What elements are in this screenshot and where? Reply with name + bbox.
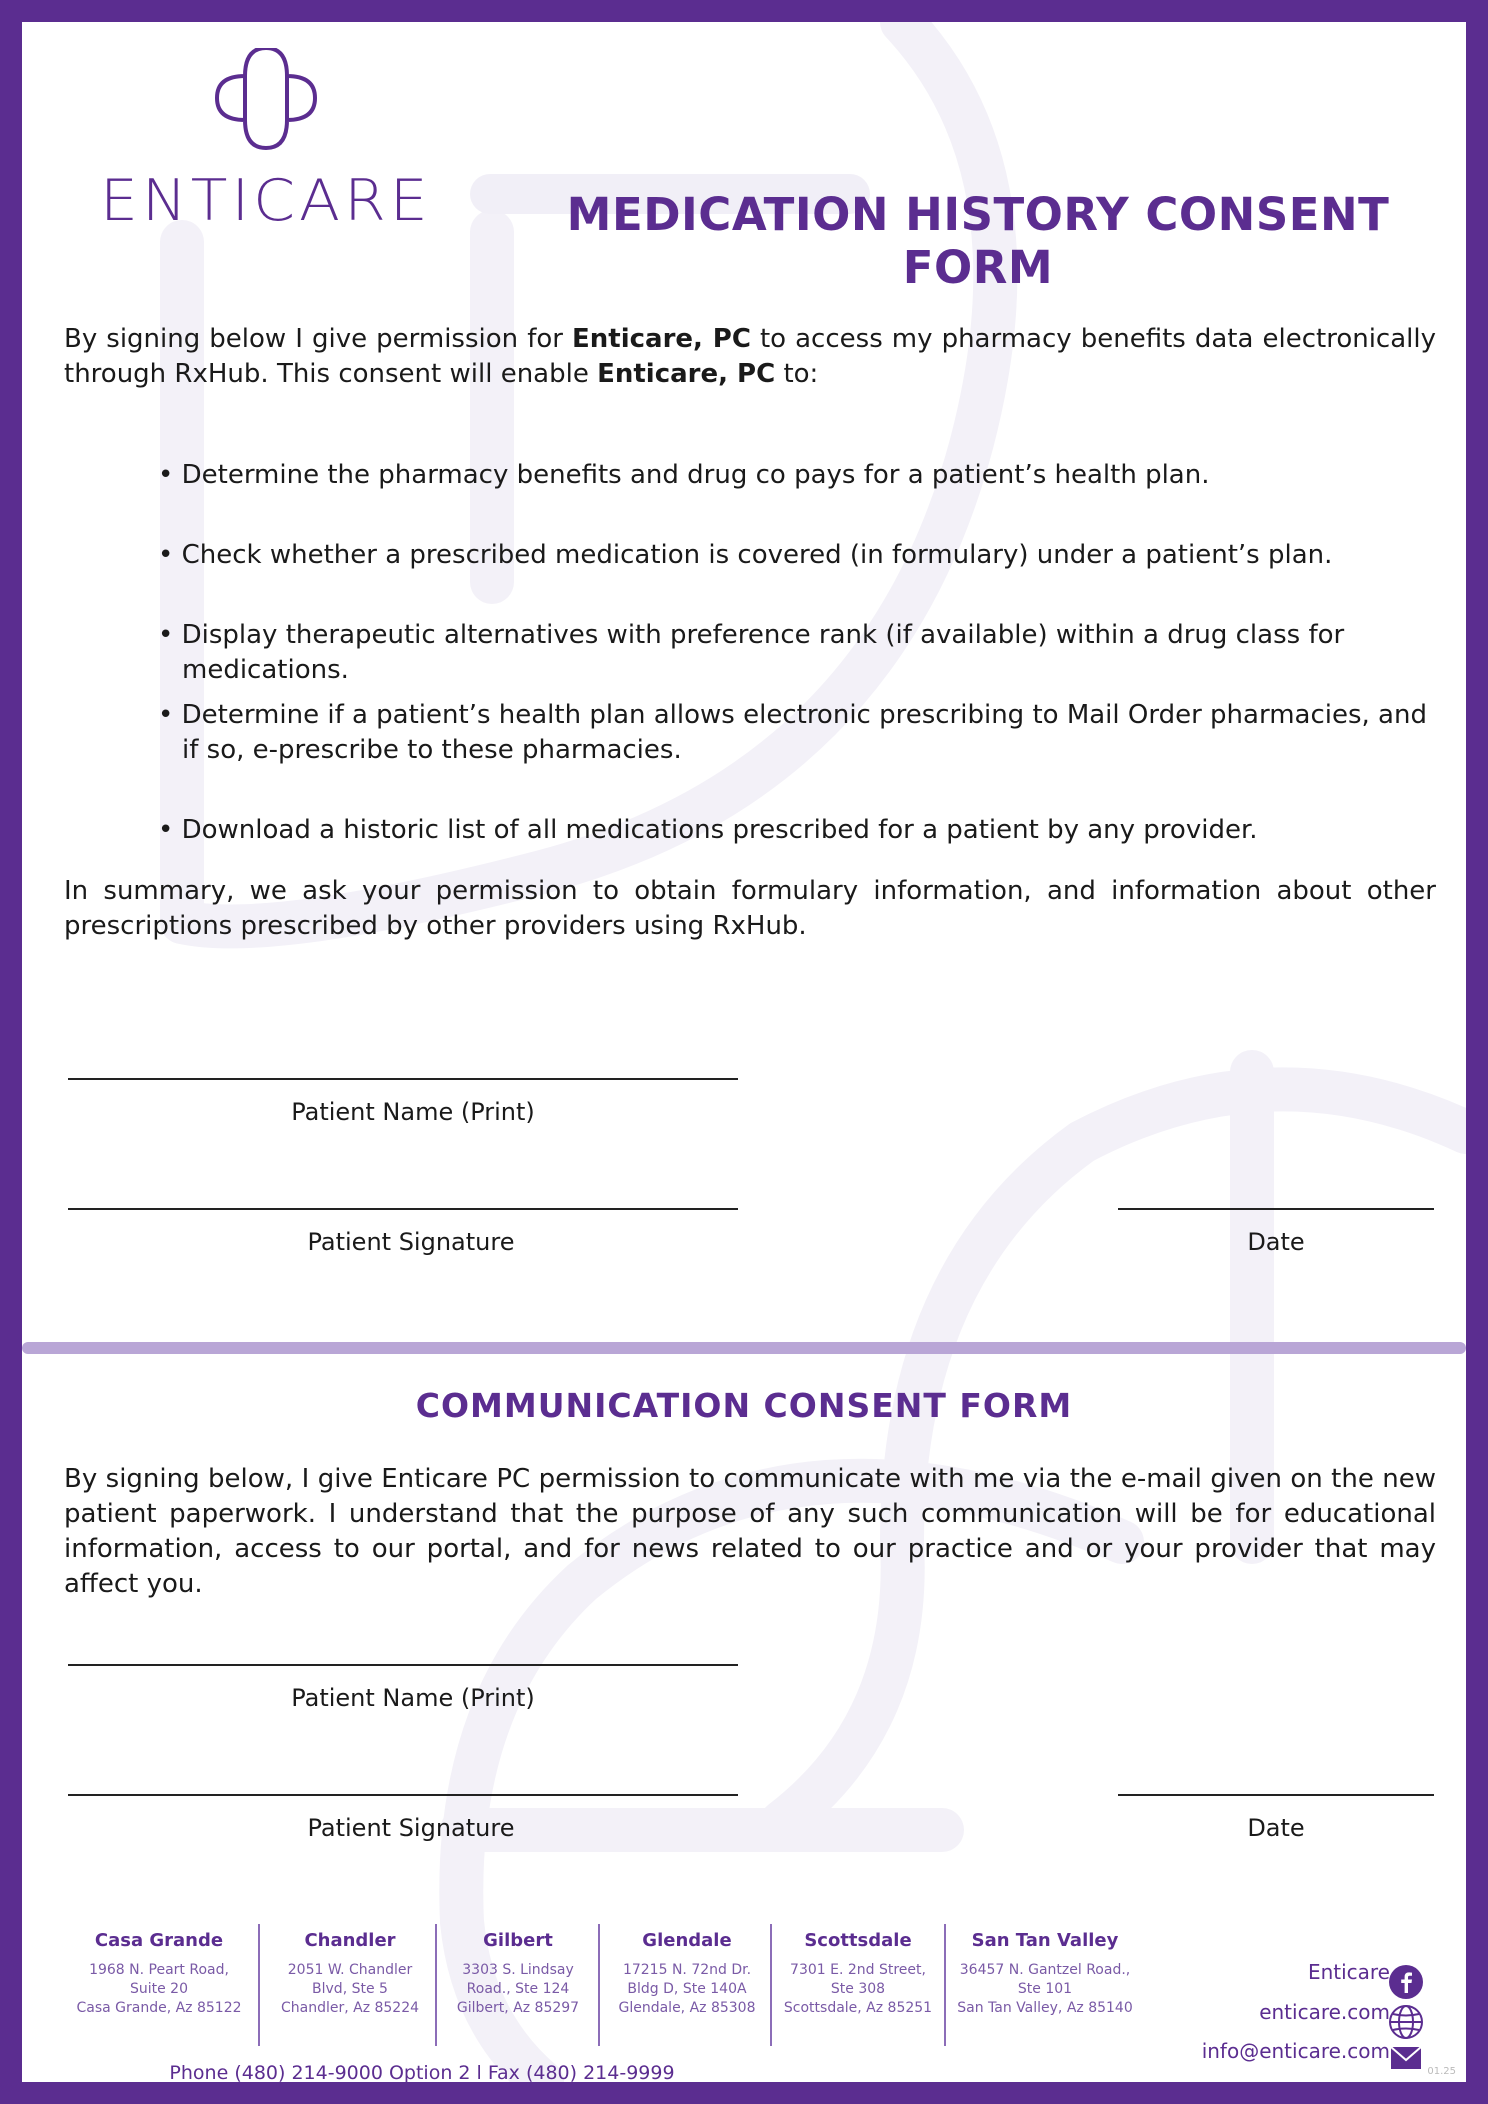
location-address-line: Glendale, Az 85308 bbox=[618, 2000, 756, 2016]
location-chandler bbox=[270, 1930, 430, 2018]
intro-text-2: to access my pharmacy benefits data electronically through RxHub. This consent will enable bbox=[64, 324, 1436, 389]
location-address-line: Road., Ste 124 bbox=[466, 1981, 570, 1997]
section-divider bbox=[22, 1342, 1466, 1354]
page-title: MEDICATION HISTORY CONSENT FORM bbox=[566, 188, 1390, 294]
location-address-line: Chandler, Az 85224 bbox=[280, 2000, 420, 2016]
location-address-line: San Tan Valley, Az 85140 bbox=[957, 2000, 1133, 2016]
location-address-line: Scottsdale, Az 85251 bbox=[783, 2000, 933, 2016]
location-city: Casa Grande bbox=[94, 1930, 224, 1951]
summary-paragraph: In summary, we ask your permission to obtain formulary information, and information about other prescriptions prescribed by other providers using RxHub. bbox=[64, 876, 1436, 941]
patient-signature-label: Patient Signature bbox=[307, 1814, 515, 1842]
globe-icon[interactable] bbox=[1388, 2004, 1424, 2040]
footer-separator bbox=[435, 1924, 437, 2046]
patient-signature-line[interactable] bbox=[68, 1208, 738, 1210]
section-title: COMMUNICATION CONSENT FORM bbox=[415, 1386, 1073, 1425]
medical-cross-icon bbox=[100, 48, 420, 168]
company-name: Enticare, PC bbox=[597, 359, 776, 389]
intro-text-3: to: bbox=[775, 359, 819, 389]
patient-name-label: Patient Name (Print) bbox=[291, 1684, 535, 1712]
list-item: • Determine if a patient’s health plan allows electronic prescribing to Mail Order pharmacies, and if so, e-prescribe to these pharmacies. bbox=[158, 700, 1427, 765]
list-item: • Check whether a prescribed medication is covered (in formulary) under a patient’s plan. bbox=[158, 540, 1333, 570]
footer-separator bbox=[770, 1924, 772, 2046]
mail-icon[interactable] bbox=[1390, 2046, 1422, 2070]
location-address-line: 2051 W. Chandler bbox=[287, 1962, 413, 1978]
date-label: Date bbox=[1247, 1228, 1305, 1256]
patient-signature-label: Patient Signature bbox=[307, 1228, 515, 1256]
consent-document-page bbox=[22, 22, 1466, 2082]
patient-name-line[interactable] bbox=[68, 1664, 738, 1666]
form-version-stamp: 01.25 bbox=[1427, 2066, 1456, 2077]
phone-fax-line: Phone (480) 214-9000 Option 2 l Fax (480) 214-9999 bbox=[169, 2062, 675, 2082]
logo-wordmark: ENTICARE bbox=[100, 167, 432, 235]
location-city: Chandler bbox=[304, 1930, 396, 1951]
location-address-line: Bldg D, Ste 140A bbox=[627, 1981, 747, 1997]
enticare-logo bbox=[100, 48, 432, 238]
footer-separator bbox=[598, 1924, 600, 2046]
location-address-line: 1968 N. Peart Road, bbox=[89, 1962, 229, 1978]
location-address-line: 3303 S. Lindsay bbox=[462, 1962, 574, 1978]
location-scottsdale bbox=[774, 1930, 942, 2018]
location-address-line: Gilbert, Az 85297 bbox=[456, 2000, 580, 2016]
list-item-text: Download a historic list of all medications prescribed for a patient by any provider. bbox=[181, 815, 1258, 845]
location-gilbert bbox=[442, 1930, 594, 2018]
website-link[interactable]: enticare.com bbox=[1259, 2000, 1390, 2024]
location-san-tan-valley bbox=[948, 1930, 1142, 2018]
list-item-text: Determine if a patient’s health plan allows electronic prescribing to Mail Order pharmacies, and if so, e-prescribe to these pharmacies. bbox=[181, 700, 1427, 765]
location-address-line: 7301 E. 2nd Street, bbox=[790, 1962, 926, 1978]
location-address-line: Ste 101 bbox=[1017, 1981, 1073, 1997]
location-glendale bbox=[604, 1930, 770, 2018]
location-address-line: 17215 N. 72nd Dr. bbox=[622, 1962, 752, 1978]
intro-paragraph bbox=[64, 322, 1436, 392]
location-address-line: Ste 308 bbox=[830, 1981, 886, 1997]
location-city: Scottsdale bbox=[804, 1930, 912, 1951]
intro-text-1: By signing below I give permission for bbox=[64, 324, 573, 354]
patient-name-label: Patient Name (Print) bbox=[291, 1098, 535, 1126]
location-address-line: Blvd, Ste 5 bbox=[312, 1981, 388, 1997]
location-address-line: Suite 20 bbox=[129, 1981, 189, 1997]
location-city: San Tan Valley bbox=[971, 1930, 1119, 1951]
facebook-link[interactable]: Enticare bbox=[1307, 1960, 1390, 1984]
company-name: Enticare, PC bbox=[572, 324, 751, 354]
list-item-text: Check whether a prescribed medication is covered (in formulary) under a patient’s plan. bbox=[181, 540, 1333, 570]
location-address-line: 36457 N. Gantzel Road., bbox=[959, 1962, 1131, 1978]
date-label: Date bbox=[1247, 1814, 1305, 1842]
patient-signature-line[interactable] bbox=[68, 1794, 738, 1796]
list-item: • Determine the pharmacy benefits and drug co pays for a patient’s health plan. bbox=[158, 460, 1210, 490]
list-item: • Download a historic list of all medications prescribed for a patient by any provider. bbox=[158, 815, 1258, 845]
facebook-icon[interactable] bbox=[1388, 1964, 1424, 2000]
footer-separator bbox=[258, 1924, 260, 2046]
date-line[interactable] bbox=[1118, 1794, 1434, 1796]
date-line[interactable] bbox=[1118, 1208, 1434, 1210]
location-city: Glendale bbox=[642, 1930, 732, 1951]
footer-separator bbox=[944, 1924, 946, 2046]
list-item-text: Determine the pharmacy benefits and drug co pays for a patient’s health plan. bbox=[181, 460, 1210, 490]
email-link[interactable]: info@enticare.com bbox=[1201, 2039, 1390, 2063]
communication-paragraph: By signing below, I give Enticare PC permission to communicate with me via the e-mail given on the new patient paperwork. I understand that the purpose of any such communication will be for educational information, access to our portal, and for news related to our practice and or your provider that may affect you. bbox=[64, 1464, 1436, 1599]
patient-name-line[interactable] bbox=[68, 1078, 738, 1080]
location-address-line: Casa Grande, Az 85122 bbox=[76, 2000, 242, 2016]
list-item-text: Display therapeutic alternatives with preference rank (if available) within a drug class for medications. bbox=[181, 620, 1345, 685]
location-city: Gilbert bbox=[483, 1930, 553, 1951]
location-casa-grande bbox=[74, 1930, 244, 2018]
list-item: • Display therapeutic alternatives with preference rank (if available) within a drug class for medications. bbox=[158, 620, 1345, 685]
